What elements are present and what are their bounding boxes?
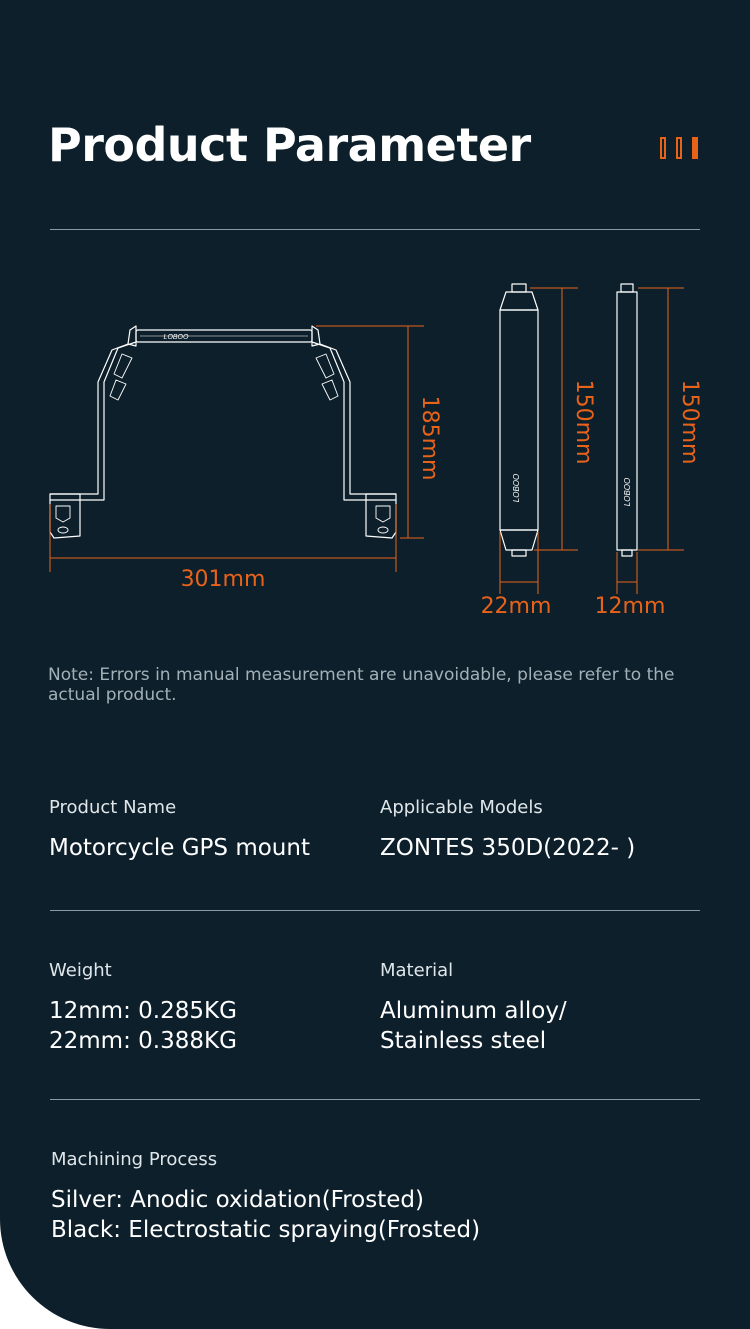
material-value-line2: Stainless steel — [380, 1028, 547, 1054]
weight-value-22mm: 22mm: 0.388KG — [49, 1028, 237, 1054]
dim-width-301: 301mm — [180, 567, 266, 592]
top-divider — [50, 229, 700, 230]
bracket-logo-text: LOBOO — [163, 334, 189, 341]
dim-height-150-b: 150mm — [677, 379, 702, 465]
product-name-value: Motorcycle GPS mount — [49, 835, 310, 861]
material-value-line1: Aluminum alloy/ — [380, 998, 567, 1024]
dim-height-150-a: 150mm — [571, 379, 596, 465]
outline-bar-icon — [660, 137, 666, 159]
measurement-note: Note: Errors in manual measurement are unavoidable, please refer to the actual product. — [48, 665, 675, 705]
process-value-black: Black: Electrostatic spraying(Frosted) — [51, 1217, 481, 1243]
models-value: ZONTES 350D(2022- ) — [380, 835, 636, 861]
dim-width-22: 22mm — [480, 594, 552, 619]
front-view-bracket — [50, 326, 396, 538]
weight-label: Weight — [49, 960, 112, 981]
process-value-silver: Silver: Anodic oxidation(Frosted) — [51, 1187, 424, 1213]
page-title: Product Parameter — [48, 118, 531, 172]
outline-bar-icon — [676, 137, 682, 159]
material-label: Material — [380, 960, 454, 981]
side12-logo-text: LOBOO — [623, 477, 632, 507]
side-view-12mm — [617, 284, 637, 556]
process-label: Machining Process — [51, 1149, 218, 1170]
divider-1 — [50, 910, 700, 911]
side-view-22mm — [500, 284, 538, 556]
dim-height-185: 185mm — [417, 395, 442, 481]
divider-2 — [50, 1099, 700, 1100]
side22-logo-text: LOBOO — [512, 473, 521, 503]
filled-bar-icon — [692, 137, 698, 159]
product-name-label: Product Name — [49, 797, 177, 818]
dimension-drawing — [0, 260, 750, 630]
weight-value-12mm: 12mm: 0.285KG — [49, 998, 237, 1024]
decorative-bars-icon — [660, 137, 700, 159]
dim-width-12: 12mm — [594, 594, 666, 619]
models-label: Applicable Models — [380, 797, 543, 818]
